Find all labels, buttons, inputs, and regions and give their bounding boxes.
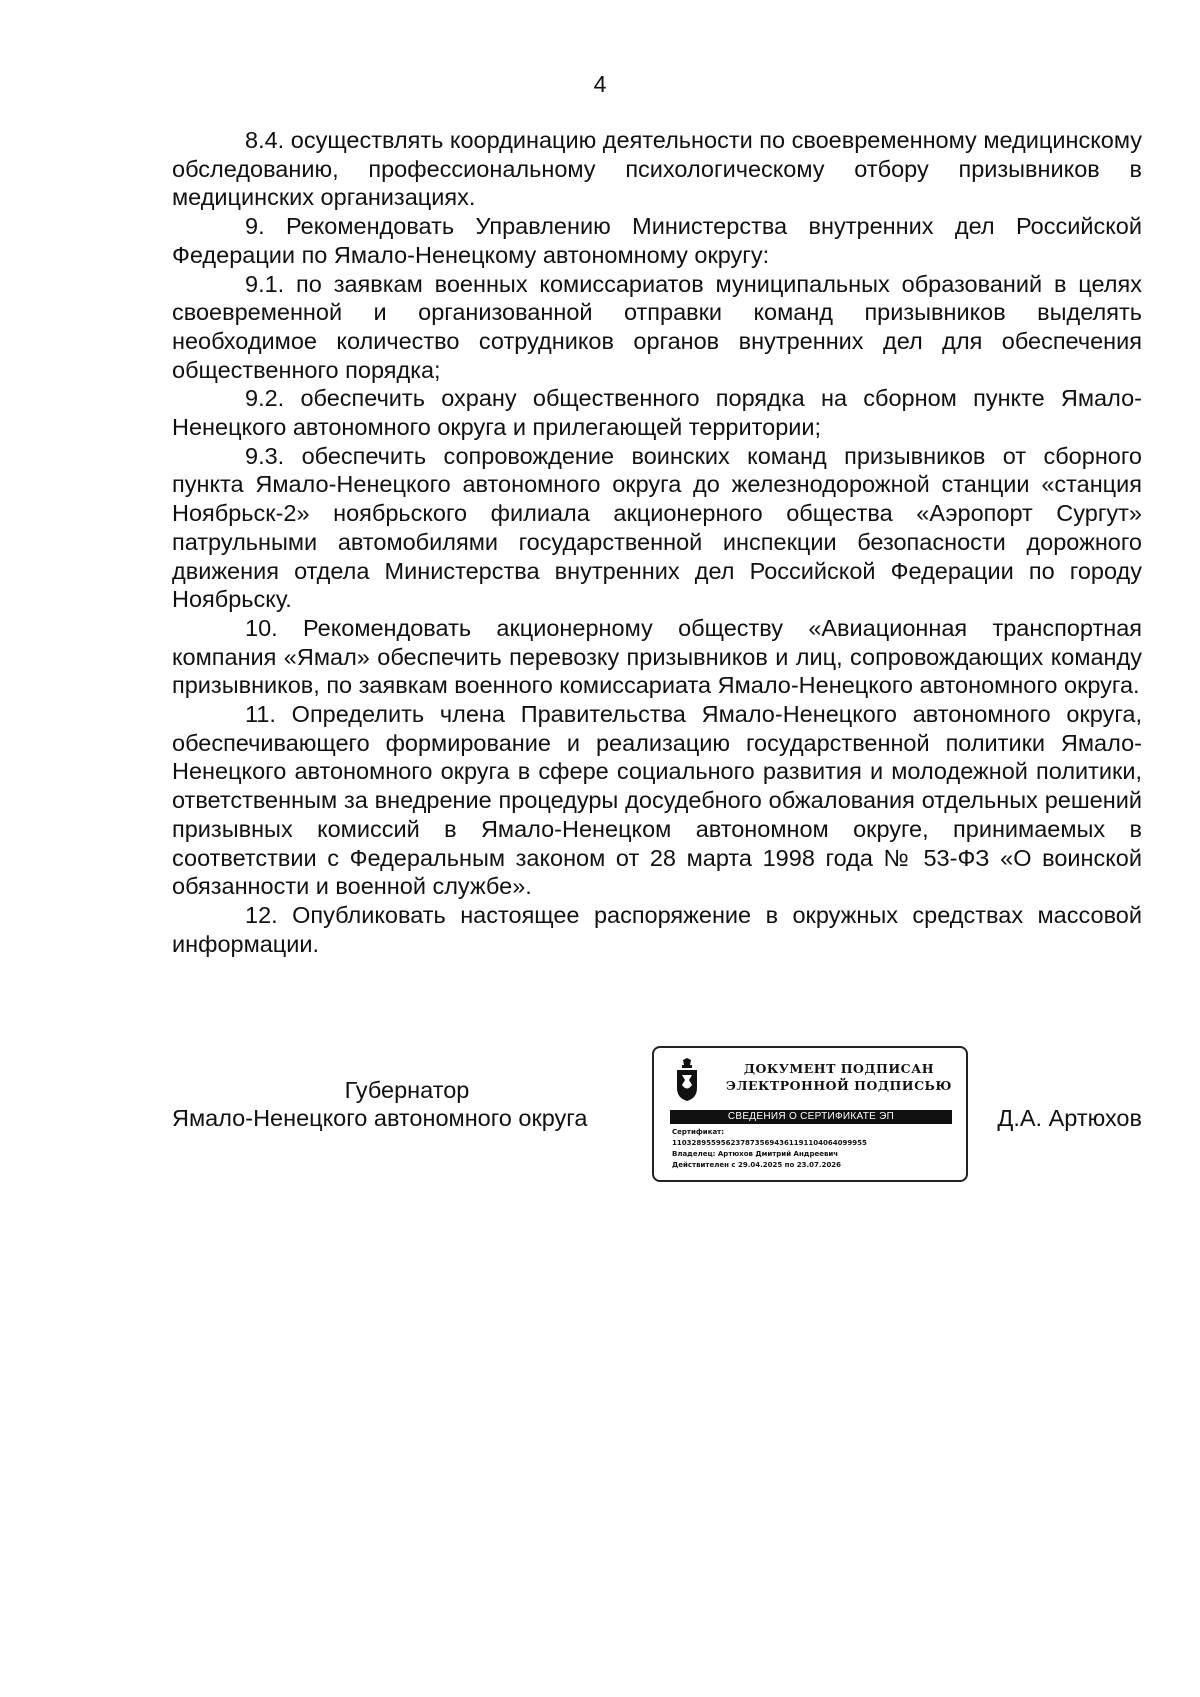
certificate-number: 1103289559562378735694361191104064099955 — [672, 1139, 867, 1147]
certificate-validity: Действителен с 29.04.2025 по 23.07.2026 — [672, 1161, 842, 1169]
certificate-label: Сертификат: — [672, 1128, 725, 1136]
stamp-title-line2: ЭЛЕКТРОННОЙ ПОДПИСЬЮ — [726, 1078, 952, 1093]
yanao-coat-of-arms-icon — [674, 1058, 700, 1102]
signature-block — [172, 1046, 1142, 1186]
electronic-signature-stamp — [652, 1046, 968, 1182]
signatory-title: Губернатор — [344, 1077, 470, 1103]
paragraph-9-3: 9.3. обеспечить сопровождение воинских команд призывников от сборного пункта Ямало-Ненецкого автономного округа до железнодорожной станции «станция Ноябрьск-2» ноябрьского филиала акционерного общества «Аэропорт Сургут» патрульными автомобилями государственной инспекции безопасности дорожного движения отдела Министерства внутренних дел Российской Федерации по городу Ноябрьску. — [172, 442, 1142, 613]
stamp-title — [724, 1060, 954, 1094]
paragraph-10: 10. Рекомендовать акционерному обществу «Авиационная транспортная компания «Ямал» обеспечить перевозку призывников и лиц, сопровождающих команду призывников, по заявкам военного комиссариата Ямало-Ненецкого автономного округа. — [172, 614, 1142, 699]
paragraph-9-1: 9.1. по заявкам военных комиссариатов муниципальных образований в целях своевременной и организованной отправки команд призывников выделять необходимое количество сотрудников органов внутренних дел для обеспечения общественного порядка; — [172, 270, 1142, 383]
signatory-region: Ямало-Ненецкого автономного округа — [172, 1105, 588, 1131]
certificate-owner: Владелец: Артюхов Дмитрий Андреевич — [672, 1150, 839, 1158]
document-body — [172, 126, 1142, 958]
paragraph-8-4: 8.4. осуществлять координацию деятельности по своевременному медицинскому обследованию, профессиональному психологическому отбору призывников в медицинских организациях. — [172, 127, 1142, 211]
stamp-title-line1: ДОКУМЕНТ ПОДПИСАН — [743, 1061, 935, 1076]
paragraph-9: 9. Рекомендовать Управлению Министерства внутренних дел Российской Федерации по Ямало-Ненецкому автономному округу: — [172, 213, 1142, 268]
certificate-info-bar: СВЕДЕНИЯ О СЕРТИФИКАТЕ ЭП — [670, 1110, 952, 1124]
certificate-details — [672, 1127, 957, 1171]
page-number: 4 — [593, 71, 607, 97]
paragraph-12: 12. Опубликовать настоящее распоряжение в окружных средствах массовой информации. — [172, 901, 1142, 957]
paragraph-11: 11. Определить члена Правительства Ямало-Ненецкого автономного округа, обеспечивающего формирование и реализацию государственной политики Ямало-Ненецкого автономного округа в сфере социального развития и молодежной политики, ответственным за внедрение процедуры досудебного обжалования отдельных решений призывных комиссий в Ямало-Ненецком автономном округе, принимаемых в соответствии с Федеральным законом от 28 марта 1998 года № 53-ФЗ «О воинской обязанности и военной службе». — [172, 701, 1142, 900]
signatory-name: Д.А. Артюхов — [997, 1105, 1142, 1131]
paragraph-9-2: 9.2. обеспечить охрану общественного порядка на сборном пункте Ямало-Ненецкого автономного округа и прилегающей территории; — [172, 385, 1142, 441]
